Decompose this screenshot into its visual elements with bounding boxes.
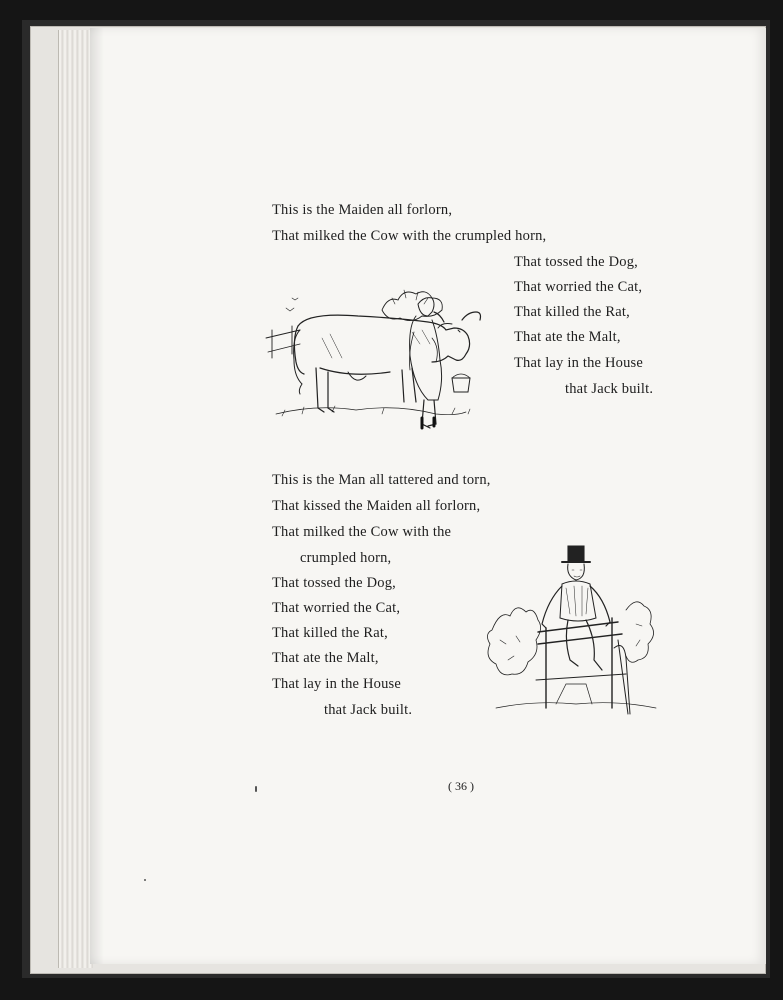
verse-two-line-6: That worried the Cat, <box>272 600 401 616</box>
verse-one-line-7: That lay in the House <box>514 355 644 371</box>
verse-two-line-7: That killed the Rat, <box>272 625 388 641</box>
verse-one-line-4: That worried the Cat, <box>514 279 643 295</box>
verse-one-line-6: That ate the Malt, <box>514 329 621 345</box>
verse-two-line-1: This is the Man all tattered and torn, <box>272 472 491 488</box>
verse-two-line-2: That kissed the Maiden all forlorn, <box>272 498 481 514</box>
verse-one-line-3: That tossed the Dog, <box>514 254 639 270</box>
page-number: ( 36 ) <box>448 779 474 793</box>
verse-two-line-8: That ate the Malt, <box>272 650 379 666</box>
verse-two-line-3: That milked the Cow with the <box>272 524 452 540</box>
verse-two-line-4: crumpled horn, <box>300 550 392 566</box>
paper-speck <box>255 786 257 792</box>
verse-one-line-8: that Jack built. <box>565 381 654 397</box>
verse-two-line-10: that Jack built. <box>324 702 413 718</box>
verse-one-line-1: This is the Maiden all forlorn, <box>272 202 453 218</box>
gutter-shadow <box>90 28 104 964</box>
tattered-man-illustration <box>486 540 662 720</box>
book-page <box>90 28 766 964</box>
verse-two-line-9: That lay in the House <box>272 676 402 692</box>
verse-one-line-5: That killed the Rat, <box>514 304 630 320</box>
page-stack-edge <box>58 30 93 968</box>
maiden-and-cow-illustration <box>262 268 492 438</box>
verse-one-line-2: That milked the Cow with the crumpled horn, <box>272 228 547 244</box>
verse-two-line-5: That tossed the Dog, <box>272 575 397 591</box>
paper-speck <box>144 879 146 881</box>
